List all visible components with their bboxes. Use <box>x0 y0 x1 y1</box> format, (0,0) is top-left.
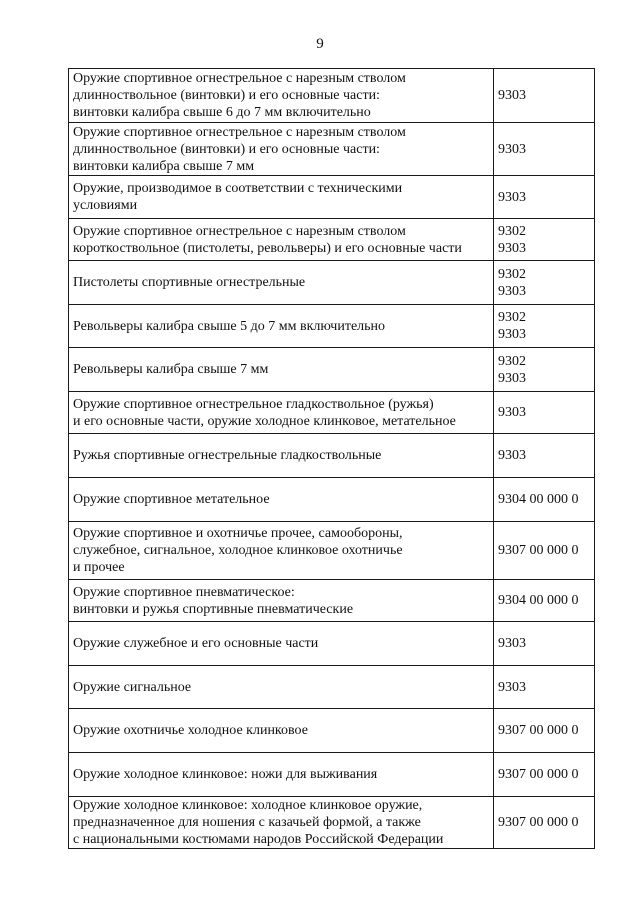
item-code-cell: 9302 9303 <box>494 261 595 305</box>
item-name-cell: Револьверы калибра свыше 5 до 7 мм включительно <box>69 305 494 348</box>
item-name-cell: Револьверы калибра свыше 7 мм <box>69 348 494 392</box>
table-row <box>69 123 595 176</box>
item-name-cell: Ружья спортивные огнестрельные гладкоствольные <box>69 434 494 478</box>
table-row <box>69 176 595 219</box>
item-code-cell: 9304 00 000 0 <box>494 478 595 522</box>
item-code-cell: 9307 00 000 0 <box>494 709 595 753</box>
item-code-cell: 9307 00 000 0 <box>494 797 595 849</box>
item-name-cell: Оружие холодное клинковое: ножи для выживания <box>69 753 494 797</box>
table-row <box>69 522 595 580</box>
item-code-cell: 9303 <box>494 434 595 478</box>
item-code-cell: 9303 <box>494 176 595 219</box>
item-name-cell: Оружие, производимое в соответствии с техническими условиями <box>69 176 494 219</box>
table-row <box>69 392 595 434</box>
table-row <box>69 622 595 666</box>
item-name-cell: Пистолеты спортивные огнестрельные <box>69 261 494 305</box>
table-row <box>69 478 595 522</box>
item-code-cell: 9304 00 000 0 <box>494 580 595 622</box>
item-code-cell: 9307 00 000 0 <box>494 753 595 797</box>
page-number: 9 <box>316 36 324 52</box>
item-name-cell: Оружие спортивное и охотничье прочее, самообороны, служебное, сигнальное, холодное клинковое охотничье и прочее <box>69 522 494 580</box>
table-row <box>69 580 595 622</box>
item-code-cell: 9303 <box>494 123 595 176</box>
item-name-cell: Оружие спортивное огнестрельное с нарезным стволом длинноствольное (винтовки) и его основные части: винтовки калибра свыше 6 до 7 мм включительно <box>69 69 494 123</box>
weapons-code-table <box>68 68 595 849</box>
item-name-cell: Оружие спортивное огнестрельное с нарезным стволом длинноствольное (винтовки) и его основные части: винтовки калибра свыше 7 мм <box>69 123 494 176</box>
item-name-cell: Оружие спортивное метательное <box>69 478 494 522</box>
item-code-cell: 9303 <box>494 69 595 123</box>
item-code-cell: 9303 <box>494 666 595 709</box>
item-code-cell: 9302 9303 <box>494 348 595 392</box>
table-row <box>69 709 595 753</box>
item-name-cell: Оружие холодное клинковое: холодное клинковое оружие, предназначенное для ношения с казачьей формой, а также с национальными костюмами народов Российской Федерации <box>69 797 494 849</box>
table-row <box>69 219 595 261</box>
item-name-cell: Оружие спортивное пневматическое: винтовки и ружья спортивные пневматические <box>69 580 494 622</box>
table-row <box>69 69 595 123</box>
table-row <box>69 666 595 709</box>
item-name-cell: Оружие спортивное огнестрельное с нарезным стволом короткоствольное (пистолеты, револьверы) и его основные части <box>69 219 494 261</box>
item-name-cell: Оружие сигнальное <box>69 666 494 709</box>
item-name-cell: Оружие охотничье холодное клинковое <box>69 709 494 753</box>
item-name-cell: Оружие служебное и его основные части <box>69 622 494 666</box>
table-row <box>69 305 595 348</box>
item-code-cell: 9307 00 000 0 <box>494 522 595 580</box>
table-row <box>69 348 595 392</box>
table-row <box>69 753 595 797</box>
table-row <box>69 261 595 305</box>
table-row <box>69 797 595 849</box>
item-code-cell: 9302 9303 <box>494 219 595 261</box>
item-code-cell: 9302 9303 <box>494 305 595 348</box>
item-name-cell: Оружие спортивное огнестрельное гладкоствольное (ружья) и его основные части, оружие холодное клинковое, метательное <box>69 392 494 434</box>
item-code-cell: 9303 <box>494 392 595 434</box>
table-row <box>69 434 595 478</box>
item-code-cell: 9303 <box>494 622 595 666</box>
